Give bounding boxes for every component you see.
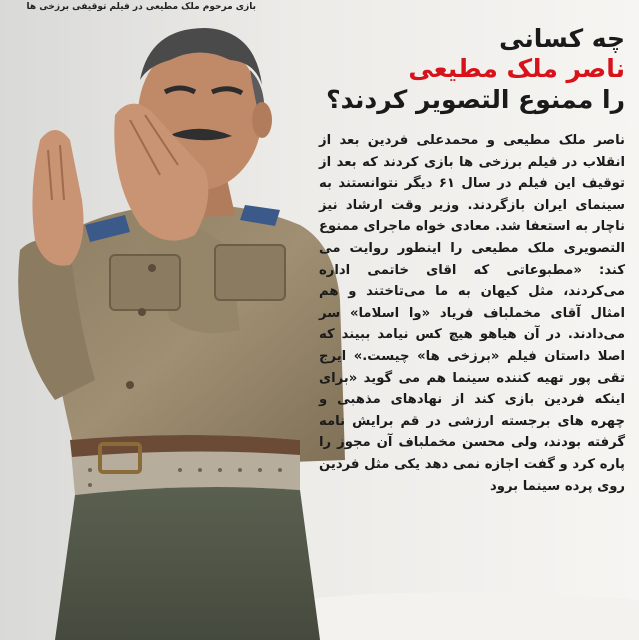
headline-name: ناصر ملک مطیعی [408,54,625,83]
image-caption: بازی مرحوم ملک مطیعی در فیلم توقیفی برزخی ها [26,2,256,12]
headline-line-3: را ممنوع التصویر کردند؟ [326,85,625,114]
headline-line-1: چه کسانی [499,24,625,53]
headline [325,24,625,116]
article-body: ناصر ملک مطیعی و محمدعلی فردین بعد از انقلاب در فیلم برزخی ها بازی کردند که بعد از توقیف این فیلم در سال ۶۱ دیگر نتوانستند به سینمای ایران بازگردند. وزیر وقت ارشاد نیز ناچار به استعفا شد. معادی خواه ماجرای ممنوع التصویری ملک مطیعی را اینطور روایت می کند: «مطبوعاتی که اقای خاتمی اداره می‌کردند، مثل کیهان به ما می‌تاختند و هم امثال آقای مخملباف فریاد «وا اسلاما» سر می‌دادند. در آن هیاهو هیچ کس نیامد ببیند که اصلا داستان فیلم «برزخی ها» چیست.» ایرج تقی پور تهیه کننده سینما هم می گوید «برای اینکه فردین بازی کند از نهادهای مذهبی و چهره های برجسته ارزشی در قم برایش نامه گرفته بودند، ولی محسن مخملباف آن مجوز را پاره کرد و گفت اجازه نمی دهد یکی مثل فردین روی پرده سینما برود [319,133,625,494]
